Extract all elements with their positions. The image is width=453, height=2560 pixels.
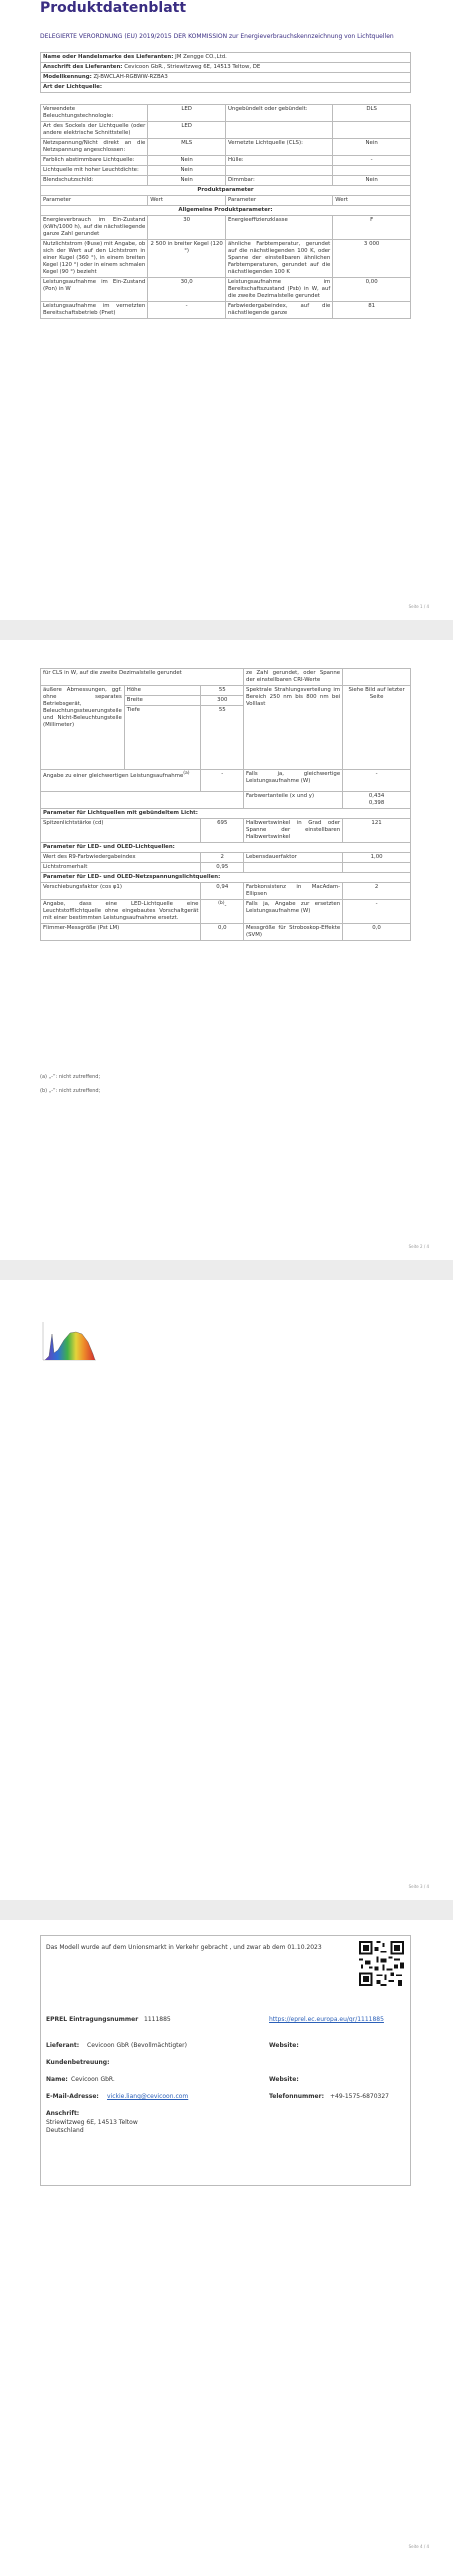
page-number: Seite 2 / 4 xyxy=(408,1244,429,1249)
param-label: Nutzlichtstrom (Φuse) mit Angabe, ob sich der Wert auf den Lichtstrom in einer Kugel (360 °), in einem breiten Kegel (120 °) oder in einem schmalen Kegel (90 °) bezieht xyxy=(41,240,148,278)
param-label: Messgröße für Stroboskop-Effekte (SVM) xyxy=(244,924,343,941)
type-value: DLS xyxy=(333,105,411,122)
dimension-name: Höhe xyxy=(124,686,201,696)
param-value: 2 xyxy=(343,883,411,900)
type-row xyxy=(41,166,411,176)
param-value: - xyxy=(343,770,411,792)
general-params-heading: Allgemeine Produktparameter: xyxy=(41,206,411,216)
param-row xyxy=(41,302,411,319)
param-label: Farbwertanteile (x und y) xyxy=(244,792,343,809)
page-4 xyxy=(0,1920,453,2560)
dimension-value: 55 xyxy=(201,686,244,696)
param-label: Angabe, dass eine LED-Lichtquelle eine Leuchtstofflichtquelle ohne eingebautes Vorschaltgerät mit einer bestimmten Leistungsaufnahme ersetzt. xyxy=(41,900,201,924)
type-row xyxy=(41,122,411,139)
param-value: 121 xyxy=(343,819,411,843)
type-value: Nein xyxy=(333,139,411,156)
email-label: E-Mail-Adresse: xyxy=(46,2093,99,2100)
type-value: Nein xyxy=(148,156,226,166)
eprel-link[interactable]: https://eprel.ec.europa.eu/qr/1111885 xyxy=(269,2016,384,2023)
param-label: Spektrale Strahlungsverteilung im Bereich 250 nm bis 800 nm bei Volllast xyxy=(244,686,343,770)
eprel-qr-code-icon[interactable] xyxy=(357,1939,406,1988)
light-source-type-heading: Art der Lichtquelle: xyxy=(41,83,411,93)
param-row xyxy=(41,770,411,792)
type-label: Blendschutzschild: xyxy=(41,176,148,186)
supplier-name-label: Name oder Handelsmarke des Lieferanten: xyxy=(43,54,174,60)
param-row xyxy=(41,819,411,843)
type-value: Nein xyxy=(148,176,226,186)
param-value: 0,95 xyxy=(201,863,244,873)
footnote-b: (b) „-“: nicht zutreffend; xyxy=(40,1088,101,1094)
param-label: Leistungsaufnahme im Bereitschaftszustand (Psb) in W, auf die zweite Dezimalstelle gerundet xyxy=(225,278,332,302)
dimension-value: 55 xyxy=(201,706,244,770)
model-id: ZJ-BWCLAH-RGBWW-RZBA3 xyxy=(93,74,168,81)
page-number: Seite 3 / 4 xyxy=(408,1884,429,1889)
footnote-a: (a) „-“: nicht zutreffend; xyxy=(40,1074,101,1080)
param-label: Flimmer-Messgröße (Pst LM) xyxy=(41,924,201,941)
param-label: für CLS in W, auf die zweite Dezimalstelle gerundet xyxy=(41,669,244,686)
dimensions-label: äußere Abmessungen, ggf. ohne separates Betriebsgerät, Beleuchtungssteuerungsteile und Nicht-Beleuchtungsteile (Millimeter) xyxy=(41,686,125,770)
param-value: Siehe Bild auf letzter Seite xyxy=(343,686,411,770)
document-title: Produktdatenblatt xyxy=(40,0,187,16)
param-label: Leistungsaufnahme im vernetzten Bereitschaftsbetrieb (Pnet) xyxy=(41,302,148,319)
dls-section-heading: Parameter für Lichtquellen mit gebündeltem Licht: xyxy=(41,809,411,819)
supplier-address-label: Anschrift des Lieferanten: xyxy=(43,64,123,71)
type-label: Farblich abstimmbare Lichtquelle: xyxy=(41,156,148,166)
page-number: Seite 4 / 4 xyxy=(408,2544,429,2549)
supplier-table xyxy=(40,52,411,93)
type-label: Art des Sockels der Lichtquelle (oder andere elektrische Schnittstelle) xyxy=(41,122,148,139)
led-section-heading: Parameter für LED- und OLED-Lichtquellen: xyxy=(41,843,411,853)
param-row xyxy=(41,278,411,302)
param-value: 0,00 xyxy=(333,278,411,302)
spectral-distribution-image xyxy=(40,1320,98,1364)
website-label: Website: xyxy=(269,2042,299,2049)
param-value: F xyxy=(333,216,411,240)
param-label: Energieverbrauch im Ein-Zustand (kWh/1000 h), auf die nächstliegende ganze Zahl gerundet xyxy=(41,216,148,240)
param-label: Wert des R9-Farbwiedergabeindex xyxy=(41,853,201,863)
page-3 xyxy=(0,1280,453,1900)
param-label: Lichtstromerhalt xyxy=(41,863,201,873)
param-label: Falls ja, gleichwertige Leistungsaufnahme (W) xyxy=(244,770,343,792)
col-header: Wert xyxy=(333,196,411,206)
type-label: Netzspannung/Nicht direkt an die Netzspannung angeschlossen: xyxy=(41,139,148,156)
param-value: 3 000 xyxy=(333,240,411,278)
type-table xyxy=(40,104,411,319)
phone-label: Telefonnummer: xyxy=(269,2093,324,2100)
param-value: - xyxy=(201,770,244,792)
param-value: 0,0 xyxy=(201,924,244,941)
param-row xyxy=(41,924,411,941)
param-value: $^{(b)}$- xyxy=(201,900,244,924)
param-value xyxy=(343,792,411,809)
param-value: 2 500 in breiter Kegel (120 °) xyxy=(148,240,226,278)
address-value: Striewitzweg 6E, 14513 Teltow Deutschland xyxy=(46,2119,138,2135)
param-value: 0,0 xyxy=(343,924,411,941)
dimension-name: Tiefe xyxy=(124,706,201,770)
page-2 xyxy=(0,640,453,1260)
supplier-address-row xyxy=(41,63,411,73)
type-row xyxy=(41,105,411,122)
supplier-address: Cevicoon GbR., Striewitzweg 6E, 14513 Teltow, DE xyxy=(124,64,261,71)
type-value: MLS xyxy=(148,139,226,156)
product-params-heading: Produktparameter xyxy=(41,186,411,196)
param-label: Halbwertswinkel in Grad oder Spanne der einstellbaren Halbwertswinkel xyxy=(244,819,343,843)
type-value: Nein xyxy=(333,176,411,186)
param-value: 30,0 xyxy=(148,278,226,302)
supplier-name-row xyxy=(41,53,411,63)
param-value: - xyxy=(148,302,226,319)
supplier-label: Lieferant: xyxy=(46,2042,80,2049)
param-row xyxy=(41,216,411,240)
param-label: Lebensdauerfaktor xyxy=(244,853,343,863)
param-label: Farbkonsistenz in MacAdam-Ellipsen xyxy=(244,883,343,900)
mls-section-heading: Parameter für LED- und OLED-Netzspannungslichtquellen: xyxy=(41,873,411,883)
param-row xyxy=(41,853,411,863)
eprel-info-box xyxy=(40,1935,411,2186)
param-row xyxy=(41,900,411,924)
chroma-y: 0,398 xyxy=(368,800,385,807)
param-label: Spitzenlichtstärke (cd) xyxy=(41,819,201,843)
param-value: 695 xyxy=(201,819,244,843)
col-header: Parameter xyxy=(225,196,332,206)
name-value: Cevicoon GbR. xyxy=(71,2076,115,2083)
eprel-number-label: EPREL Eintragungsnummer xyxy=(46,2016,139,2023)
param-label: Leistungsaufnahme im Ein-Zustand (Pon) in W xyxy=(41,278,148,302)
name-label: Name: xyxy=(46,2076,68,2083)
type-label: Lichtquelle mit hoher Leuchtdichte: xyxy=(41,166,148,176)
type-label: Verwendete Beleuchtungstechnologie: xyxy=(41,105,148,122)
type-value: LED xyxy=(148,105,226,122)
col-header: Wert xyxy=(148,196,226,206)
param-value: 30 xyxy=(148,216,226,240)
model-row xyxy=(41,73,411,83)
type-value: Nein xyxy=(148,166,226,176)
param-row xyxy=(41,686,411,696)
type-label: Dimmbar: xyxy=(225,176,332,186)
header-row xyxy=(41,196,411,206)
type-value: LED xyxy=(148,122,226,139)
param-value: 1,00 xyxy=(343,853,411,863)
col-header: Parameter xyxy=(41,196,148,206)
dimension-value: 300 xyxy=(201,696,244,706)
type-row xyxy=(41,156,411,166)
type-label: Ungebündelt oder gebündelt: xyxy=(225,105,332,122)
params-table-continued xyxy=(40,668,411,941)
param-row xyxy=(41,863,411,873)
page-1 xyxy=(0,0,453,620)
eprel-number: 1111885 xyxy=(144,2016,171,2023)
param-label: Energieeffizienzklasse xyxy=(225,216,332,240)
chroma-x: 0,434 xyxy=(368,793,385,800)
param-row xyxy=(41,240,411,278)
param-label: ähnliche Farbtemperatur, gerundet auf die nächstliegenden 100 K, oder Spanne der einstellbaren ähnlichen Farbtemperaturen, gerundet auf die nächstliegenden 100 K xyxy=(225,240,332,278)
param-label: Verschiebungsfaktor (cos φ1) xyxy=(41,883,201,900)
param-label: ze Zahl gerundet, oder Spanne der einstellbaren CRI-Werte xyxy=(244,669,343,686)
type-value: - xyxy=(333,156,411,166)
page-number: Seite 1 / 4 xyxy=(408,604,429,609)
type-label: Vernetzte Lichtquelle (CLS): xyxy=(225,139,332,156)
type-row xyxy=(41,176,411,186)
param-value: 81 xyxy=(333,302,411,319)
type-label: Hülle: xyxy=(225,156,332,166)
market-text: Das Modell wurde auf dem Unionsmarkt in Verkehr gebracht , und zwar ab dem 01.10.2023 xyxy=(46,1944,322,1951)
type-row xyxy=(41,139,411,156)
param-label: Falls ja, Angabe zur ersetzten Leistungsaufnahme (W) xyxy=(244,900,343,924)
param-value: 0,94 xyxy=(201,883,244,900)
param-label: Farbwiedergabeindex, auf die nächstliegende ganze xyxy=(225,302,332,319)
param-value: - xyxy=(343,900,411,924)
param-row xyxy=(41,792,411,809)
supplier-value: Cevicoon GbR (Bevollmächtigter) xyxy=(87,2042,187,2049)
supplier-name: JM Zengge CO.,Ltd. xyxy=(175,54,227,60)
regulation-text: DELEGIERTE VERORDNUNG (EU) 2019/2015 DER KOMMISSION zur Energieverbrauchskennzeichnung von Lichtquellen xyxy=(40,33,394,40)
param-row xyxy=(41,883,411,900)
model-label: Modellkennung: xyxy=(43,74,92,81)
address-label: Anschrift: xyxy=(46,2110,80,2117)
phone-value: +49-1575-6870327 xyxy=(330,2093,389,2100)
dimension-name: Breite xyxy=(124,696,201,706)
param-label: Angabe zu einer gleichwertigen Leistungsaufnahme$^{(a)}$ xyxy=(41,770,201,792)
customer-support-label: Kundenbetreuung: xyxy=(46,2059,110,2066)
website-label: Website: xyxy=(269,2076,299,2083)
email-link[interactable]: vickie.liang@cevicoon.com xyxy=(107,2093,189,2100)
param-value: 2 xyxy=(201,853,244,863)
